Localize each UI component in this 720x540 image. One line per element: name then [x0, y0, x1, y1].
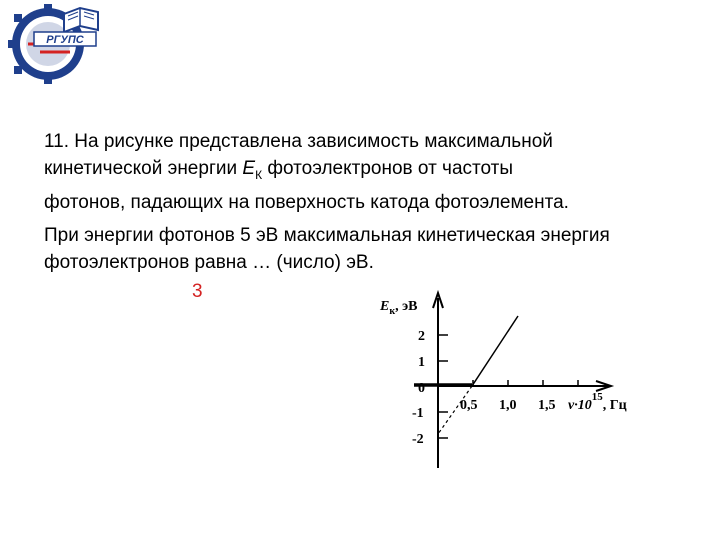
question-block	[44, 128, 664, 282]
energy-symbol: E	[242, 158, 256, 179]
question-line-1: На рисунке представлена зависимость максимальной	[74, 131, 553, 152]
x-tick-label: 1,0	[499, 398, 517, 413]
logo-text: РГУПС	[46, 34, 84, 46]
question-line-3: фотонов, падающих на поверхность катода фотоэлемента.	[44, 191, 569, 213]
y-tick-label: 2	[418, 329, 425, 344]
question-line-2a: кинетической энергии	[44, 158, 243, 179]
open-book-icon	[64, 8, 98, 32]
energy-line-solid	[472, 316, 518, 386]
x-axis-title: $\nu\cdot 10^{15}$, Гц	[568, 391, 627, 413]
question-line-2b: фотоэлектронов от частоты	[262, 158, 514, 179]
rgups-logo	[0, 0, 112, 86]
energy-frequency-graph	[368, 288, 668, 478]
y-axis-title: $E_к$, эВ	[380, 299, 418, 317]
question-number: 11.	[44, 131, 70, 152]
x-tick-label: 1,5	[538, 398, 556, 413]
question-paragraph-1	[44, 128, 664, 216]
answer-value: 3	[192, 281, 203, 302]
y-tick-label: 1	[418, 355, 425, 370]
x-tick-label: 0,5	[460, 398, 478, 413]
y-tick-label: 0	[418, 381, 425, 396]
y-tick-label: -1	[412, 406, 424, 421]
y-tick-label: -2	[412, 432, 424, 447]
question-paragraph-2: При энергии фотонов 5 эВ максимальная кинетическая энергия фотоэлектронов равна … (число) эВ.	[44, 224, 610, 273]
energy-subscript: К	[255, 167, 263, 182]
